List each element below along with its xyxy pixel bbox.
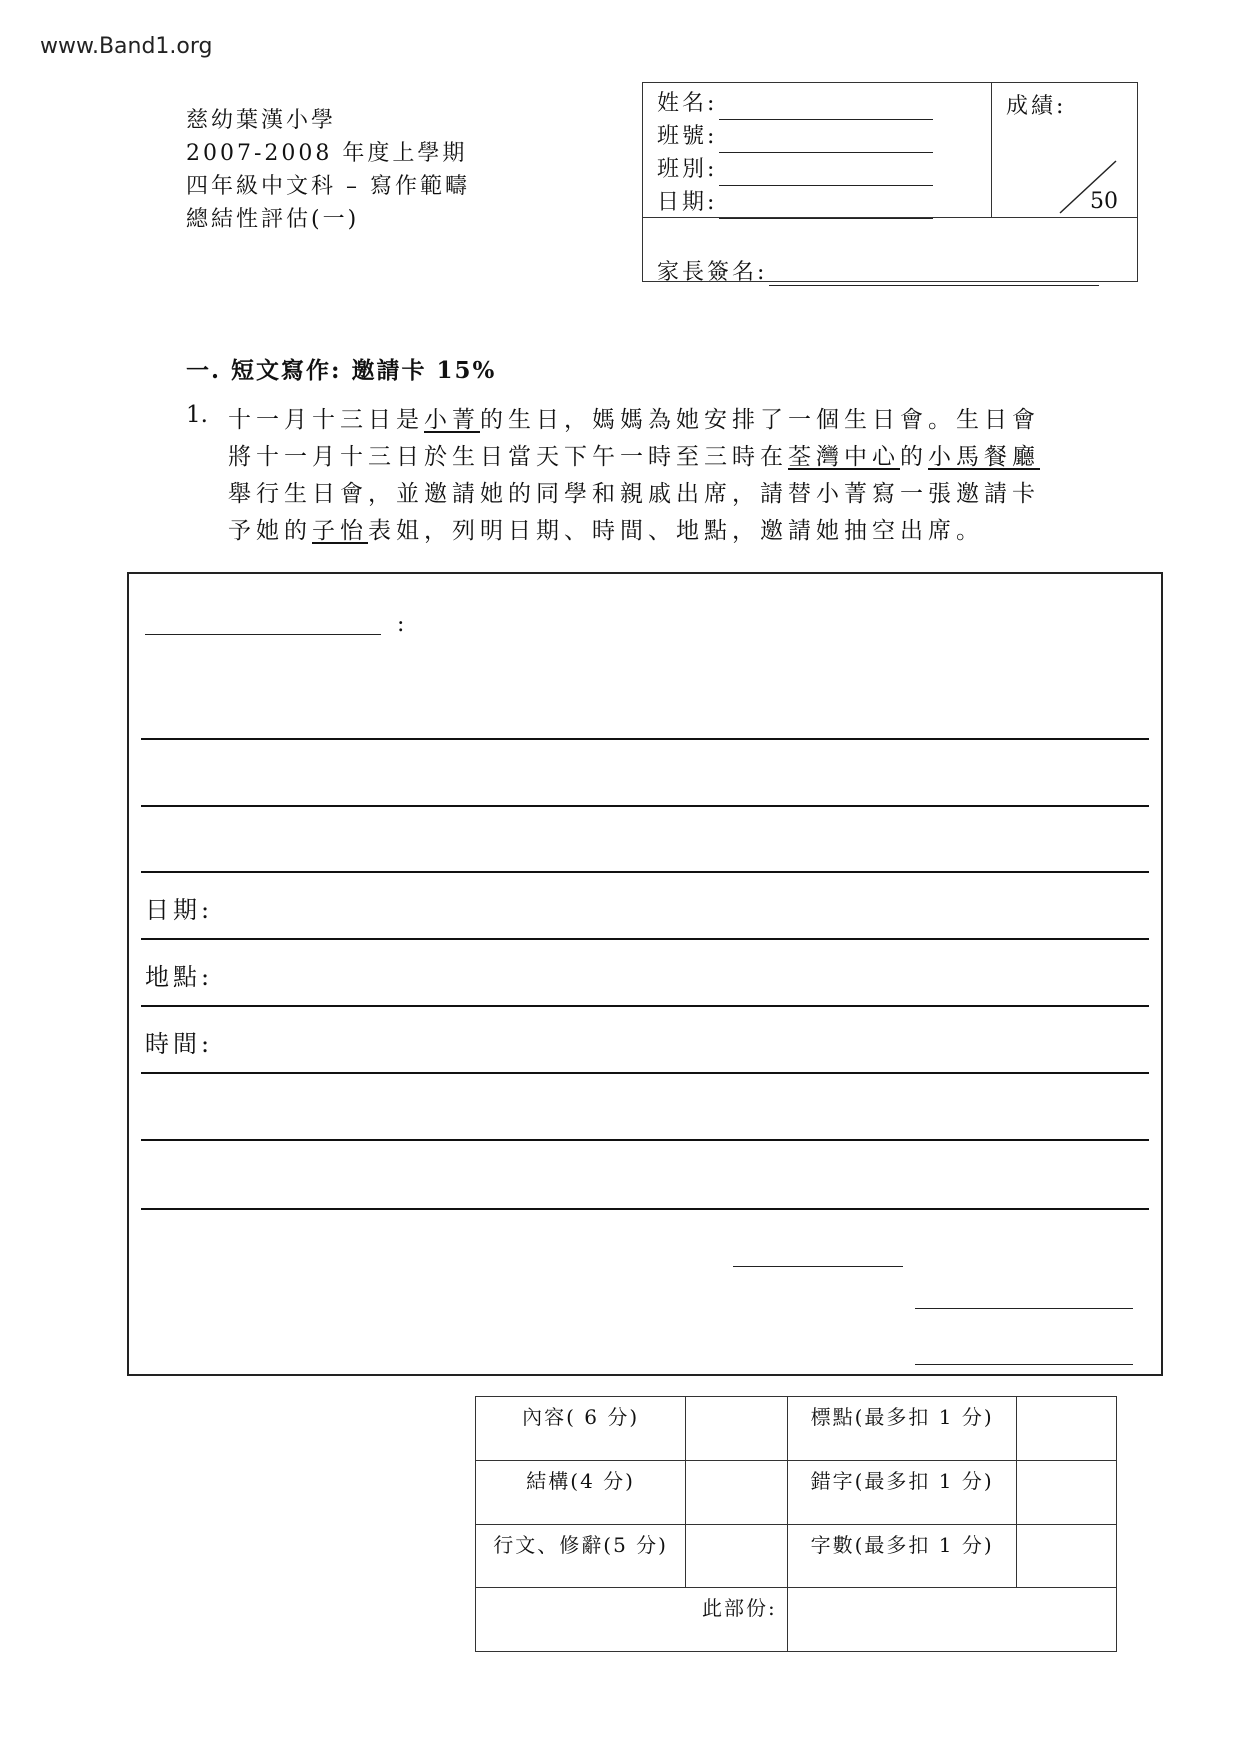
signature-line[interactable]	[915, 1308, 1133, 1309]
class-no-input-line[interactable]	[719, 128, 933, 153]
closing-line[interactable]	[733, 1266, 903, 1267]
q-text-segment: 的	[900, 444, 928, 470]
marking-row	[476, 1588, 1117, 1652]
school-name: 慈幼葉漢小學	[186, 108, 337, 133]
score-total: 50	[1090, 189, 1118, 214]
word-count-score-box[interactable]	[1017, 1524, 1117, 1588]
marking-row	[476, 1397, 1117, 1461]
q-text-segment: 將十一月十三日於生日當天下午一時至三時在	[228, 444, 788, 470]
score-label: 成績:	[1006, 94, 1067, 119]
question-number: 1.	[186, 402, 208, 428]
date-sign-line[interactable]	[915, 1364, 1133, 1365]
class-label: 班別:	[657, 157, 718, 182]
question-line-1	[228, 402, 1068, 439]
card-date-label: 日期:	[145, 896, 214, 924]
school-year: 2007-2008 年度上學期	[186, 141, 468, 166]
student-fields	[657, 87, 933, 219]
card-time-label: 時間:	[145, 1030, 214, 1058]
punctuation-score-box[interactable]	[1017, 1397, 1117, 1461]
score-cell	[991, 83, 1138, 217]
marking-row	[476, 1524, 1117, 1588]
exam-header	[186, 104, 470, 236]
content-criterion: 內容( 6 分)	[476, 1397, 686, 1461]
class-input-line[interactable]	[719, 161, 933, 186]
card-place-label: 地點:	[145, 963, 214, 991]
word-count-criterion: 字數(最多扣 1 分)	[787, 1524, 1017, 1588]
parent-sign-label: 家長簽名:	[657, 260, 768, 285]
marking-table	[475, 1396, 1117, 1652]
q-underlined-name: 子怡	[312, 518, 368, 544]
content-score-box[interactable]	[686, 1397, 787, 1461]
language-score-box[interactable]	[686, 1524, 787, 1588]
date-input-line[interactable]	[719, 194, 933, 219]
subject-title: 四年級中文科 – 寫作範疇	[186, 174, 470, 199]
structure-criterion: 結構(4 分)	[476, 1460, 686, 1524]
invitation-card-box	[127, 572, 1163, 1376]
card-time-line[interactable]	[141, 1072, 1149, 1074]
q-text-segment: 的生日，媽媽為她安排了一個生日會。生日會	[480, 407, 1040, 433]
typos-criterion: 錯字(最多扣 1 分)	[787, 1460, 1017, 1524]
student-info-box	[642, 82, 1138, 285]
salutation-colon: :	[397, 612, 405, 637]
q-underlined-name: 小菁	[424, 407, 480, 433]
class-no-label: 班號:	[657, 124, 718, 149]
q-underlined-place: 荃灣中心	[788, 444, 900, 470]
punctuation-criterion: 標點(最多扣 1 分)	[787, 1397, 1017, 1461]
section-title: 一. 短文寫作: 邀請卡 15%	[186, 357, 497, 384]
site-watermark: www.Band1.org	[40, 34, 213, 59]
marking-row	[476, 1460, 1117, 1524]
salutation-line[interactable]	[145, 634, 381, 635]
writing-line-3[interactable]	[141, 871, 1149, 873]
q-text-segment: 表姐，列明日期、時間、地點，邀請她抽空出席。	[368, 518, 984, 544]
question-line-2	[228, 439, 1068, 476]
parent-sign-line[interactable]	[769, 263, 1099, 286]
card-date-line[interactable]	[141, 938, 1149, 940]
date-label: 日期:	[657, 190, 718, 215]
structure-score-box[interactable]	[686, 1460, 787, 1524]
writing-line-2[interactable]	[141, 805, 1149, 807]
writing-line-1[interactable]	[141, 738, 1149, 740]
card-place-line[interactable]	[141, 1005, 1149, 1007]
typos-score-box[interactable]	[1017, 1460, 1117, 1524]
language-criterion: 行文、修辭(5 分)	[476, 1524, 686, 1588]
parent-signature-row	[657, 255, 1099, 286]
part-total-box[interactable]	[787, 1588, 1116, 1652]
class-field-row	[657, 153, 933, 186]
info-top-section	[643, 83, 1137, 218]
question-line-4	[228, 513, 1068, 550]
q-text-segment: 十一月十三日是	[228, 407, 424, 433]
writing-line-4[interactable]	[141, 1139, 1149, 1141]
assessment-title: 總結性評估(一)	[186, 207, 360, 232]
question-line-3: 舉行生日會，並邀請她的同學和親戚出席，請替小菁寫一張邀請卡	[228, 481, 1040, 507]
part-total-label: 此部份:	[476, 1588, 788, 1652]
name-field-row	[657, 87, 933, 120]
class-no-field-row	[657, 120, 933, 153]
q-text-segment: 予她的	[228, 518, 312, 544]
date-field-row	[657, 186, 933, 219]
writing-line-5[interactable]	[141, 1208, 1149, 1210]
q-underlined-place: 小馬餐廳	[928, 444, 1040, 470]
name-label: 姓名:	[657, 91, 718, 116]
question-text	[228, 402, 1068, 550]
name-input-line[interactable]	[719, 95, 933, 120]
